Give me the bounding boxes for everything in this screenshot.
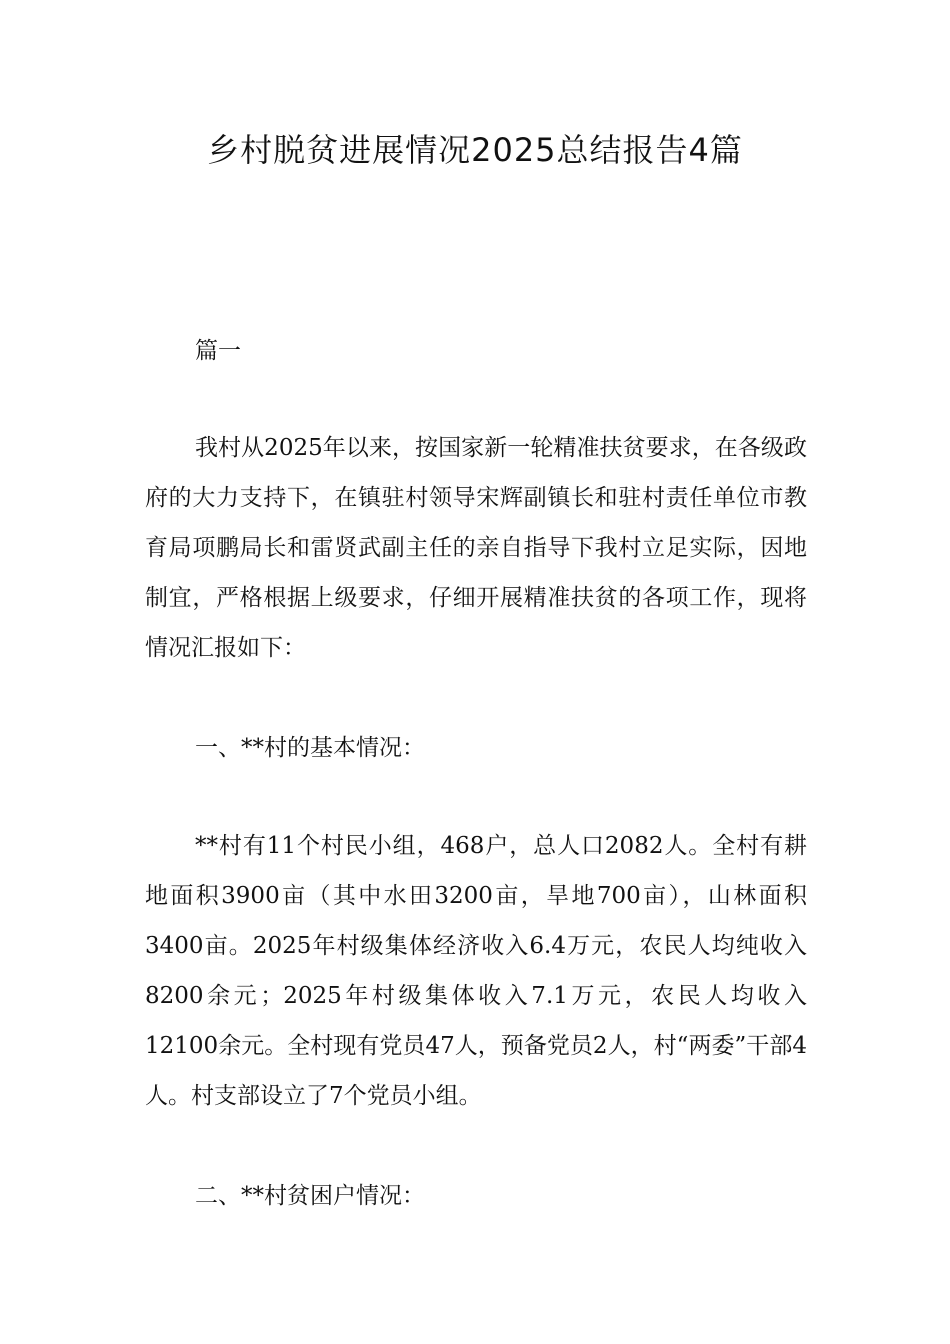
section-heading-poor-households: 二、**村贫困户情况： bbox=[195, 1183, 425, 1209]
part-label: 篇一 bbox=[195, 338, 241, 364]
document-title: 乡村脱贫进展情况2025总结报告4篇 bbox=[207, 131, 743, 169]
section-heading-basic-info: 一、**村的基本情况： bbox=[195, 735, 425, 761]
intro-paragraph: 我村从2025年以来，按国家新一轮精准扶贫要求，在各级政府的大力支持下，在镇驻村领导宋辉副镇长和驻村责任单位市教育局项鹏局长和雷贤武副主任的亲自指导下我村立足实际，因地制宜，严格根据上级要求，仔细开展精准扶贫的各项工作，现将情况汇报如下： bbox=[145, 435, 807, 661]
basic-info-paragraph: **村有11个村民小组，468户，总人口2082人。全村有耕地面积3900亩（其中水田3200亩，旱地700亩），山林面积3400亩。2025年村级集体经济收入6.4万元，农民人均纯收入8200余元；2025年村级集体收入7.1万元，农民人均收入12100余元。全村现有党员47人，预备党员2人，村“两委”干部4人。村支部设立了7个党员小组。 bbox=[145, 833, 807, 1109]
